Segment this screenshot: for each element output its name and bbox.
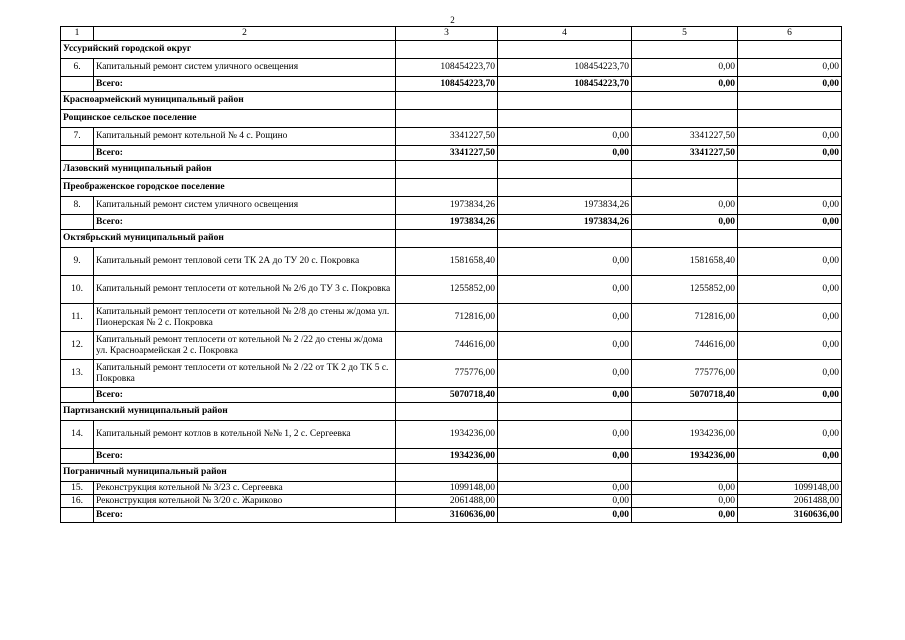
cell-empty: [396, 464, 498, 482]
table-row: [61, 248, 842, 276]
table-row: [61, 495, 842, 508]
cell-empty: [498, 179, 632, 197]
cell-empty: [396, 179, 498, 197]
cell-empty: [632, 92, 738, 110]
total-col4: 0,00: [498, 388, 632, 403]
value-col6: 0,00: [738, 421, 842, 449]
item-name: Реконструкция котельной № 3/20 с. Жариково: [94, 495, 396, 508]
total-label: Всего:: [94, 449, 396, 464]
section-title: Рощинское сельское поселение: [61, 110, 396, 128]
value-col3: 712816,00: [396, 304, 498, 332]
cell-empty: [498, 110, 632, 128]
value-col3: 3341227,50: [396, 128, 498, 146]
row-number-empty: [61, 388, 94, 403]
value-col6: 0,00: [738, 276, 842, 304]
total-col5: 0,00: [632, 508, 738, 523]
cell-empty: [738, 41, 842, 59]
section-row: [61, 464, 842, 482]
value-col4: 0,00: [498, 360, 632, 388]
section-row: [61, 110, 842, 128]
total-col5: 0,00: [632, 215, 738, 230]
total-col3: 1934236,00: [396, 449, 498, 464]
section-title: Партизанский муниципальный район: [61, 403, 396, 421]
total-col5: 3341227,50: [632, 146, 738, 161]
value-col6: 0,00: [738, 360, 842, 388]
item-name: Капитальный ремонт тепловой сети ТК 2А до ТУ 20 с. Покровка: [94, 248, 396, 276]
cell-empty: [738, 179, 842, 197]
col-header-2: 2: [94, 27, 396, 41]
row-number-empty: [61, 449, 94, 464]
value-col6: 0,00: [738, 197, 842, 215]
total-row: [61, 449, 842, 464]
row-number: 14.: [61, 421, 94, 449]
cell-empty: [396, 403, 498, 421]
row-number: 6.: [61, 59, 94, 77]
total-col6: 0,00: [738, 77, 842, 92]
value-col3: 1255852,00: [396, 276, 498, 304]
total-label: Всего:: [94, 388, 396, 403]
value-col5: 0,00: [632, 495, 738, 508]
value-col4: 0,00: [498, 421, 632, 449]
total-col3: 108454223,70: [396, 77, 498, 92]
section-row: [61, 403, 842, 421]
total-row: [61, 388, 842, 403]
row-number-empty: [61, 77, 94, 92]
value-col5: 775776,00: [632, 360, 738, 388]
cell-empty: [396, 110, 498, 128]
value-col4: 108454223,70: [498, 59, 632, 77]
cell-empty: [498, 464, 632, 482]
table-body: [61, 27, 842, 523]
total-col6: 0,00: [738, 146, 842, 161]
total-row: [61, 77, 842, 92]
section-row: [61, 179, 842, 197]
table-row: [61, 197, 842, 215]
cell-empty: [738, 464, 842, 482]
budget-table: [60, 26, 842, 523]
col-header-4: 4: [498, 27, 632, 41]
table-row: [61, 128, 842, 146]
value-col5: 1581658,40: [632, 248, 738, 276]
total-col4: 0,00: [498, 146, 632, 161]
value-col5: 0,00: [632, 197, 738, 215]
value-col5: 744616,00: [632, 332, 738, 360]
table-row: [61, 332, 842, 360]
total-col5: 0,00: [632, 77, 738, 92]
cell-empty: [396, 41, 498, 59]
row-number: 16.: [61, 495, 94, 508]
cell-empty: [396, 230, 498, 248]
section-title: Преображенское городское поселение: [61, 179, 396, 197]
total-row: [61, 146, 842, 161]
table-row: [61, 304, 842, 332]
cell-empty: [498, 161, 632, 179]
value-col4: 0,00: [498, 304, 632, 332]
value-col3: 2061488,00: [396, 495, 498, 508]
section-title: Красноармейский муниципальный район: [61, 92, 396, 110]
total-col4: 0,00: [498, 449, 632, 464]
cell-empty: [738, 230, 842, 248]
total-col4: 108454223,70: [498, 77, 632, 92]
item-name: Капитальный ремонт теплосети от котельной № 2/6 до ТУ 3 с. Покровка: [94, 276, 396, 304]
section-row: [61, 41, 842, 59]
value-col3: 1581658,40: [396, 248, 498, 276]
value-col5: 0,00: [632, 482, 738, 495]
value-col5: 1934236,00: [632, 421, 738, 449]
value-col6: 0,00: [738, 304, 842, 332]
total-col5: 1934236,00: [632, 449, 738, 464]
cell-empty: [498, 230, 632, 248]
item-name: Капитальный ремонт систем уличного освещения: [94, 59, 396, 77]
value-col5: 3341227,50: [632, 128, 738, 146]
total-col3: 1973834,26: [396, 215, 498, 230]
total-label: Всего:: [94, 77, 396, 92]
row-number: 13.: [61, 360, 94, 388]
cell-empty: [396, 92, 498, 110]
col-header-5: 5: [632, 27, 738, 41]
cell-empty: [632, 179, 738, 197]
total-col6: 3160636,00: [738, 508, 842, 523]
value-col6: 0,00: [738, 332, 842, 360]
section-row: [61, 230, 842, 248]
item-name: Капитальный ремонт теплосети от котельной № 2 /22 до стены ж/дома ул. Красноармейская 2 с. Покровка: [94, 332, 396, 360]
section-row: [61, 92, 842, 110]
value-col4: 0,00: [498, 482, 632, 495]
item-name: Реконструкция котельной № 3/23 с. Сергеевка: [94, 482, 396, 495]
section-row: [61, 161, 842, 179]
total-col3: 3160636,00: [396, 508, 498, 523]
value-col3: 1973834,26: [396, 197, 498, 215]
col-header-6: 6: [738, 27, 842, 41]
cell-empty: [632, 161, 738, 179]
item-name: Капитальный ремонт систем уличного освещения: [94, 197, 396, 215]
row-number: 10.: [61, 276, 94, 304]
item-name: Капитальный ремонт теплосети от котельной № 2 /22 от ТК 2 до ТК 5 с. Покровка: [94, 360, 396, 388]
total-col3: 3341227,50: [396, 146, 498, 161]
value-col6: 0,00: [738, 128, 842, 146]
total-col4: 0,00: [498, 508, 632, 523]
value-col3: 108454223,70: [396, 59, 498, 77]
table-row: [61, 360, 842, 388]
table-row: [61, 276, 842, 304]
value-col5: 1255852,00: [632, 276, 738, 304]
value-col6: 1099148,00: [738, 482, 842, 495]
section-title: Пограничный муниципальный район: [61, 464, 396, 482]
total-col6: 0,00: [738, 388, 842, 403]
total-label: Всего:: [94, 508, 396, 523]
value-col5: 0,00: [632, 59, 738, 77]
header-row: [61, 27, 842, 41]
value-col4: 0,00: [498, 248, 632, 276]
total-col3: 5070718,40: [396, 388, 498, 403]
cell-empty: [632, 110, 738, 128]
value-col6: 2061488,00: [738, 495, 842, 508]
col-header-1: 1: [61, 27, 94, 41]
cell-empty: [632, 41, 738, 59]
col-header-3: 3: [396, 27, 498, 41]
value-col4: 0,00: [498, 332, 632, 360]
total-col6: 0,00: [738, 449, 842, 464]
value-col6: 0,00: [738, 59, 842, 77]
row-number: 9.: [61, 248, 94, 276]
section-title: Лазовский муниципальный район: [61, 161, 396, 179]
total-col6: 0,00: [738, 215, 842, 230]
cell-empty: [632, 464, 738, 482]
cell-empty: [498, 41, 632, 59]
cell-empty: [498, 403, 632, 421]
page-number: 2: [450, 15, 455, 25]
value-col3: 775776,00: [396, 360, 498, 388]
cell-empty: [738, 92, 842, 110]
row-number: 15.: [61, 482, 94, 495]
value-col4: 0,00: [498, 495, 632, 508]
total-col5: 5070718,40: [632, 388, 738, 403]
cell-empty: [396, 161, 498, 179]
cell-empty: [632, 230, 738, 248]
row-number-empty: [61, 146, 94, 161]
total-row: [61, 215, 842, 230]
table-row: [61, 482, 842, 495]
row-number-empty: [61, 508, 94, 523]
item-name: Капитальный ремонт котельной № 4 с. Рощино: [94, 128, 396, 146]
value-col3: 1934236,00: [396, 421, 498, 449]
row-number: 8.: [61, 197, 94, 215]
item-name: Капитальный ремонт теплосети от котельной № 2/8 до стены ж/дома ул. Пионерская № 2 с. Покровка: [94, 304, 396, 332]
cell-empty: [498, 92, 632, 110]
total-col4: 1973834,26: [498, 215, 632, 230]
table-row: [61, 421, 842, 449]
value-col4: 0,00: [498, 276, 632, 304]
total-row: [61, 508, 842, 523]
value-col6: 0,00: [738, 248, 842, 276]
cell-empty: [738, 110, 842, 128]
row-number: 7.: [61, 128, 94, 146]
row-number: 12.: [61, 332, 94, 360]
value-col3: 744616,00: [396, 332, 498, 360]
table-row: [61, 59, 842, 77]
row-number: 11.: [61, 304, 94, 332]
value-col4: 1973834,26: [498, 197, 632, 215]
value-col4: 0,00: [498, 128, 632, 146]
total-label: Всего:: [94, 215, 396, 230]
item-name: Капитальный ремонт котлов в котельной №№ 1, 2 с. Сергеевка: [94, 421, 396, 449]
total-label: Всего:: [94, 146, 396, 161]
section-title: Уссурийский городской округ: [61, 41, 396, 59]
cell-empty: [738, 161, 842, 179]
cell-empty: [632, 403, 738, 421]
section-title: Октябрьский муниципальный район: [61, 230, 396, 248]
value-col3: 1099148,00: [396, 482, 498, 495]
row-number-empty: [61, 215, 94, 230]
value-col5: 712816,00: [632, 304, 738, 332]
cell-empty: [738, 403, 842, 421]
